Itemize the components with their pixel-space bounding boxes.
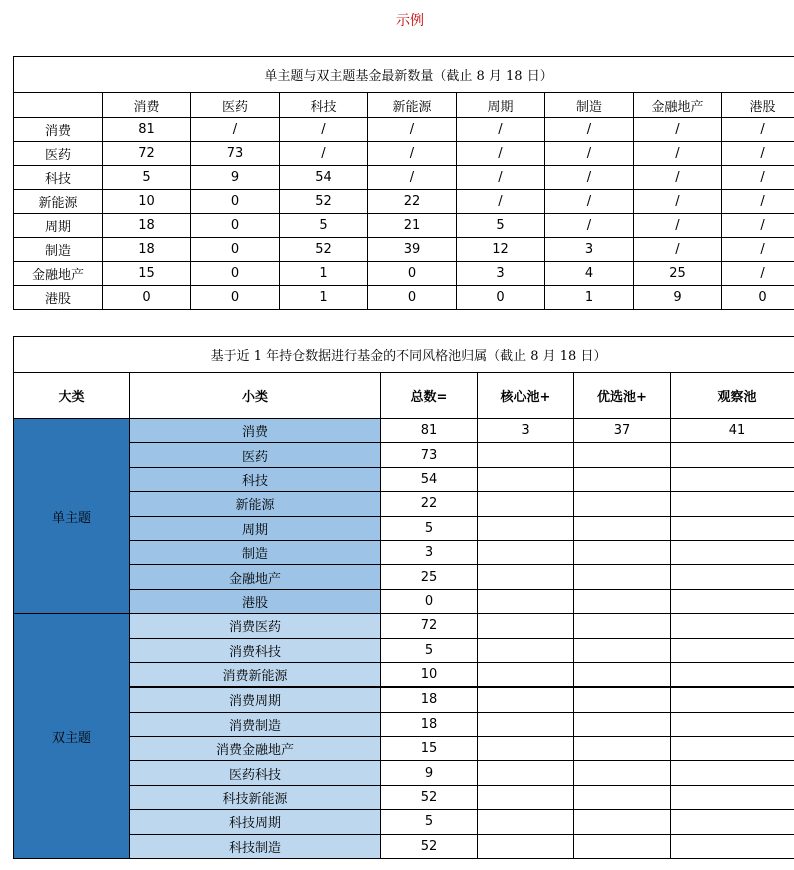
pool-preferred-cell [574,662,671,687]
pool-subcategory-cell: 制造 [130,540,381,564]
pool-total-cell: 18 [381,712,478,736]
pool-row [14,540,794,564]
pool-core-cell: 3 [478,419,574,443]
pool-row [14,589,794,613]
pool-subcategory-cell: 港股 [130,589,381,613]
pool-subcategory-cell: 科技周期 [130,810,381,834]
matrix-row [14,166,794,190]
matrix-cell: 0 [368,262,457,286]
matrix-cell: 5 [280,214,368,238]
pool-column-header: 核心池+ [478,373,574,419]
pool-row [14,614,794,638]
matrix-cell: / [634,118,722,142]
matrix-cell: / [457,118,545,142]
pool-row [14,638,794,662]
pool-preferred-cell [574,540,671,564]
pool-row [14,834,794,858]
matrix-cell: 39 [368,238,457,262]
style-pool-table [13,336,794,859]
pool-core-cell [478,834,574,858]
pool-watch-cell [671,565,794,589]
pool-total-cell: 54 [381,467,478,491]
matrix-cell: 3 [457,262,545,286]
pool-row [14,687,794,712]
matrix-row [14,142,794,166]
matrix-row [14,238,794,262]
pool-subcategory-cell: 医药科技 [130,761,381,785]
matrix-cell: 12 [457,238,545,262]
matrix-cell: / [634,190,722,214]
matrix-row-label: 制造 [14,238,103,262]
pool-watch-cell [671,614,794,638]
pool-total-cell: 72 [381,614,478,638]
matrix-row [14,286,794,310]
matrix-cell: / [368,166,457,190]
matrix-column-header: 金融地产 [634,93,722,118]
pool-preferred-cell [574,565,671,589]
matrix-cell: / [545,190,634,214]
pool-subcategory-cell: 消费医药 [130,614,381,638]
matrix-cell: 21 [368,214,457,238]
pool-watch-cell [671,492,794,516]
matrix-row-label: 科技 [14,166,103,190]
matrix-table-title: 单主题与双主题基金最新数量（截止 8 月 18 日） [14,57,794,93]
pool-subcategory-cell: 金融地产 [130,565,381,589]
pool-subcategory-cell: 周期 [130,516,381,540]
pool-row [14,492,794,516]
matrix-cell: / [722,262,794,286]
pool-preferred-cell [574,638,671,662]
pool-total-cell: 81 [381,419,478,443]
matrix-cell: 1 [280,262,368,286]
pool-total-cell: 15 [381,737,478,761]
pool-column-header: 优选池+ [574,373,671,419]
pool-row [14,516,794,540]
pool-subcategory-cell: 科技 [130,467,381,491]
matrix-row-label: 金融地产 [14,262,103,286]
pool-core-cell [478,810,574,834]
pool-preferred-cell [574,737,671,761]
pool-preferred-cell [574,443,671,467]
pool-total-cell: 5 [381,516,478,540]
pool-core-cell [478,443,574,467]
pool-column-header: 大类 [14,373,130,419]
matrix-cell: 18 [103,214,191,238]
pool-subcategory-cell: 科技制造 [130,834,381,858]
pool-total-cell: 3 [381,540,478,564]
pool-row [14,467,794,491]
pool-total-cell: 9 [381,761,478,785]
pool-preferred-cell [574,712,671,736]
matrix-cell: / [722,190,794,214]
pool-core-cell [478,638,574,662]
matrix-cell: 54 [280,166,368,190]
matrix-row-label: 医药 [14,142,103,166]
matrix-column-header: 新能源 [368,93,457,118]
matrix-cell: 18 [103,238,191,262]
matrix-cell: 4 [545,262,634,286]
pool-core-cell [478,761,574,785]
matrix-cell: 0 [368,286,457,310]
pool-row [14,712,794,736]
pool-category-cell: 双主题 [14,614,130,859]
pool-subcategory-cell: 医药 [130,443,381,467]
matrix-cell: 10 [103,190,191,214]
matrix-cell: / [722,118,794,142]
matrix-cell: 0 [457,286,545,310]
pool-watch-cell [671,687,794,712]
pool-total-cell: 0 [381,589,478,613]
matrix-cell: / [457,142,545,166]
matrix-cell: 1 [280,286,368,310]
pool-preferred-cell: 37 [574,419,671,443]
matrix-cell: 0 [191,214,280,238]
matrix-cell: 52 [280,190,368,214]
matrix-column-header: 周期 [457,93,545,118]
pool-preferred-cell [574,785,671,809]
matrix-cell: 81 [103,118,191,142]
pool-total-cell: 22 [381,492,478,516]
pool-watch-cell [671,662,794,687]
matrix-cell: 0 [191,286,280,310]
pool-subcategory-cell: 消费 [130,419,381,443]
pool-watch-cell [671,467,794,491]
matrix-cell: / [457,190,545,214]
matrix-cell: / [368,142,457,166]
matrix-cell: / [545,214,634,238]
pool-total-cell: 5 [381,810,478,834]
pool-row [14,737,794,761]
pool-table-title: 基于近 1 年持仓数据进行基金的不同风格池归属（截止 8 月 18 日） [14,337,794,373]
pool-total-cell: 52 [381,785,478,809]
pool-subcategory-cell: 消费制造 [130,712,381,736]
pool-core-cell [478,614,574,638]
pool-preferred-cell [574,810,671,834]
pool-preferred-cell [574,467,671,491]
pool-row [14,419,794,443]
pool-row [14,761,794,785]
pool-preferred-cell [574,589,671,613]
pool-row [14,565,794,589]
matrix-column-header: 医药 [191,93,280,118]
pool-watch-cell [671,540,794,564]
pool-subcategory-cell: 消费新能源 [130,662,381,687]
pool-row [14,662,794,687]
matrix-cell: 0 [722,286,794,310]
pool-watch-cell [671,761,794,785]
pool-subcategory-cell: 新能源 [130,492,381,516]
matrix-cell: / [722,238,794,262]
matrix-cell: 9 [191,166,280,190]
pool-core-cell [478,662,574,687]
pool-subcategory-cell: 科技新能源 [130,785,381,809]
matrix-column-header: 港股 [722,93,794,118]
matrix-cell: / [634,166,722,190]
pool-preferred-cell [574,834,671,858]
pool-core-cell [478,467,574,491]
pool-row [14,443,794,467]
pool-watch-cell [671,810,794,834]
matrix-cell: 22 [368,190,457,214]
matrix-corner-cell [14,93,103,118]
pool-core-cell [478,687,574,712]
matrix-column-header: 消费 [103,93,191,118]
matrix-row [14,214,794,238]
matrix-cell: 5 [457,214,545,238]
pool-category-cell: 单主题 [14,419,130,614]
pool-column-header: 小类 [130,373,381,419]
pool-preferred-cell [574,614,671,638]
caption: 示例 [396,13,424,29]
matrix-cell: / [634,214,722,238]
matrix-cell: / [457,166,545,190]
matrix-cell: 15 [103,262,191,286]
matrix-column-header: 科技 [280,93,368,118]
pool-preferred-cell [574,687,671,712]
pool-total-cell: 25 [381,565,478,589]
matrix-cell: / [634,238,722,262]
pool-watch-cell [671,443,794,467]
pool-watch-cell [671,785,794,809]
pool-preferred-cell [574,761,671,785]
pool-core-cell [478,712,574,736]
pool-total-cell: 73 [381,443,478,467]
pool-core-cell [478,589,574,613]
matrix-row-label: 新能源 [14,190,103,214]
pool-watch-cell [671,516,794,540]
matrix-cell: / [545,142,634,166]
pool-subcategory-cell: 消费周期 [130,687,381,712]
pool-column-header: 观察池 [671,373,794,419]
pool-watch-cell [671,737,794,761]
matrix-cell: 0 [103,286,191,310]
matrix-cell: 72 [103,142,191,166]
matrix-cell: 3 [545,238,634,262]
pool-total-cell: 18 [381,687,478,712]
matrix-cell: / [280,142,368,166]
pool-core-cell [478,565,574,589]
pool-core-cell [478,540,574,564]
pool-column-header: 总数= [381,373,478,419]
pool-watch-cell [671,638,794,662]
matrix-cell: / [191,118,280,142]
matrix-cell: / [545,118,634,142]
pool-core-cell [478,492,574,516]
matrix-cell: 0 [191,262,280,286]
matrix-cell: 0 [191,238,280,262]
matrix-cell: 25 [634,262,722,286]
matrix-row [14,118,794,142]
pool-subcategory-cell: 消费金融地产 [130,737,381,761]
matrix-cell: 9 [634,286,722,310]
pool-core-cell [478,737,574,761]
matrix-row-label: 港股 [14,286,103,310]
pool-preferred-cell [574,492,671,516]
pool-total-cell: 10 [381,662,478,687]
pool-row [14,810,794,834]
matrix-cell: / [368,118,457,142]
pool-preferred-cell [574,516,671,540]
matrix-cell: / [722,166,794,190]
pool-watch-cell: 41 [671,419,794,443]
pool-core-cell [478,516,574,540]
pool-subcategory-cell: 消费科技 [130,638,381,662]
matrix-cell: / [280,118,368,142]
matrix-cell: / [722,142,794,166]
matrix-row [14,190,794,214]
pool-core-cell [478,785,574,809]
matrix-column-header: 制造 [545,93,634,118]
pool-watch-cell [671,589,794,613]
matrix-row-label: 消费 [14,118,103,142]
matrix-cell: 1 [545,286,634,310]
pool-total-cell: 5 [381,638,478,662]
matrix-cell: / [634,142,722,166]
fund-count-matrix-table [13,56,794,310]
matrix-cell: 52 [280,238,368,262]
matrix-cell: 0 [191,190,280,214]
pool-watch-cell [671,712,794,736]
pool-total-cell: 52 [381,834,478,858]
matrix-cell: 73 [191,142,280,166]
matrix-row [14,262,794,286]
pool-watch-cell [671,834,794,858]
matrix-row-label: 周期 [14,214,103,238]
matrix-cell: / [722,214,794,238]
pool-row [14,785,794,809]
matrix-cell: / [545,166,634,190]
matrix-cell: 5 [103,166,191,190]
